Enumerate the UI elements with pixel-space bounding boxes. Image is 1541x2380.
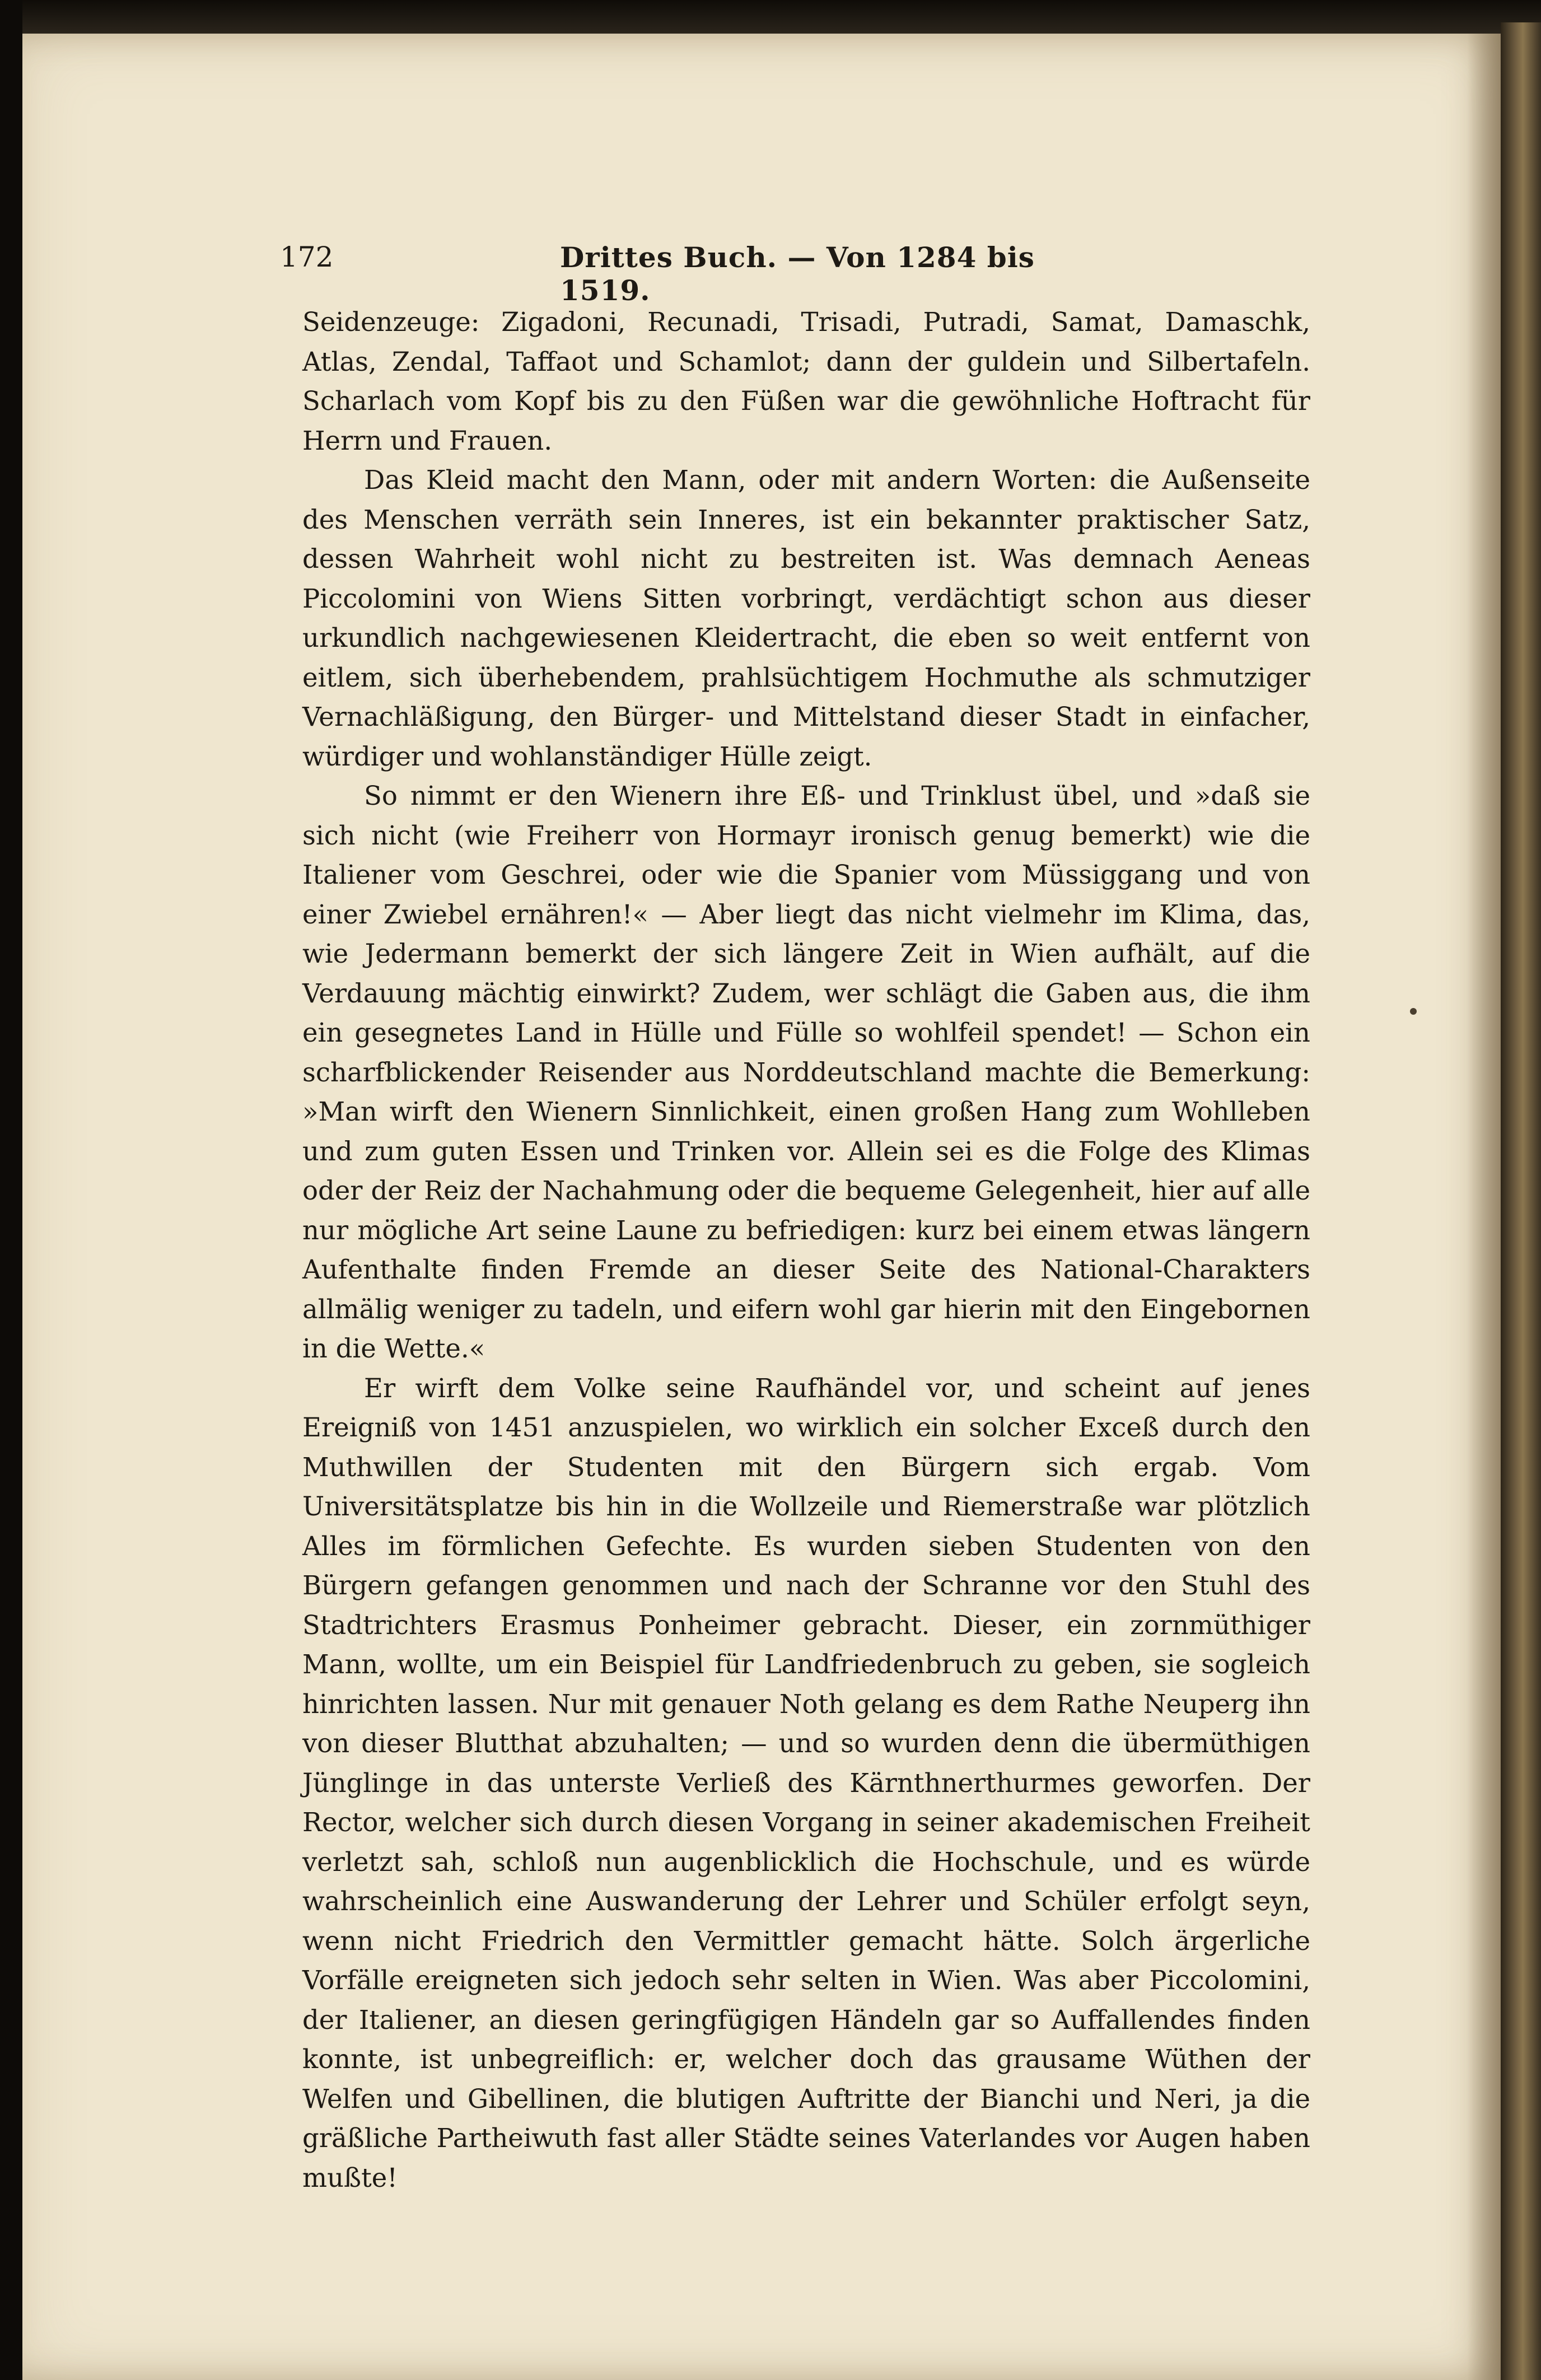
paragraph: Das Kleid macht den Mann, oder mit andern Worten: die Außenseite des Menschen verräth sein Inneres, ist ein bekannter praktischer Satz, dessen Wahrheit wohl nicht zu bestreiten ist. Was demnach Aeneas Piccolomini von Wiens Sitten vorbringt, verdächtigt schon aus dieser urkundlich nachgewiesenen Kleidertracht, die eben so weit entfernt von eitlem, sich überhebendem, prahlsüchtigem Hochmuthe als schmutziger Vernachläßigung, den Bürger- und Mittelstand dieser Stadt in einfacher, würdiger und wohlanständiger Hülle zeigt. [302, 465, 1310, 772]
ink-speck [1410, 1008, 1417, 1015]
gutter-shadow [1467, 34, 1501, 2380]
page-header [280, 224, 1064, 307]
running-head: Drittes Buch. — Von 1284 bis 1519. [560, 241, 1035, 307]
page-number: 172 [280, 241, 334, 273]
scan-border-top [0, 0, 1541, 34]
body-text [302, 302, 1310, 2197]
book-spine [1501, 22, 1541, 2380]
paragraph: So nimmt er den Wienern ihre Eß- und Trinklust übel, und »daß sie sich nicht (wie Freiherr von Hormayr ironisch genug bemerkt) wie die Italiener vom Geschrei, oder wie die Spanier vom Müssiggang und von einer Zwiebel ernähren!« — Aber liegt das nicht vielmehr im Klima, das, wie Jedermann bemerkt der sich längere Zeit in Wien aufhält, auf die Verdauung mächtig einwirkt? Zudem, wer schlägt die Gaben aus, die ihm ein gesegnetes Land in Hülle und Fülle so wohlfeil spendet! — Schon ein scharfblickender Reisender aus Norddeutschland machte die Bemerkung: »Man wirft den Wienern Sinnlichkeit, einen großen Hang zum Wohlleben und zum guten Essen und Trinken vor. Allein sei es die Folge des Klimas oder der Reiz der Nachahmung oder die bequeme Gelegenheit, hier auf alle nur mögliche Art seine Laune zu befriedigen: kurz bei einem etwas längern Aufenthalte finden Fremde an dieser Seite des National-Charakters allmälig weniger zu tadeln, und eifern wohl gar hierin mit den Eingebornen in die Wette.« [302, 781, 1310, 1364]
paragraph: Er wirft dem Volke seine Raufhändel vor, und scheint auf jenes Ereigniß von 1451 anzuspielen, wo wirklich ein solcher Exceß durch den Muthwillen der Studenten mit den Bürgern sich ergab. Vom Universitätsplatze bis hin in die Wollzeile und Riemerstraße war plötzlich Alles im förmlichen Gefechte. Es wurden sieben Studenten von den Bürgern gefangen genommen und nach der Schranne vor den Stuhl des Stadtrichters Erasmus Ponheimer gebracht. Dieser, ein zornmüthiger Mann, wollte, um ein Beispiel für Landfriedenbruch zu geben, sie sogleich hinrichten lassen. Nur mit genauer Noth gelang es dem Rathe Neuperg ihn von dieser Blutthat abzuhalten; — und so wurden denn die übermüthigen Jünglinge in das unterste Verließ des Kärnthnerthurmes geworfen. Der Rector, welcher sich durch diesen Vorgang in seiner akademischen Freiheit verletzt sah, schloß nun augenblicklich die Hochschule, und es würde wahrscheinlich eine Auswanderung der Lehrer und Schüler erfolgt seyn, wenn nicht Friedrich den Vermittler gemacht hätte. Solch ärgerliche Vorfälle ereigneten sich jedoch sehr selten in Wien. Was aber Piccolomini, der Italiener, an diesen geringfügigen Händeln gar so Auffallendes finden konnte, ist unbegreiflich: er, welcher doch das grausame Wüthen der Welfen und Gibellinen, die blutigen Auftritte der Bianchi und Neri, ja die gräßliche Partheiwuth fast aller Städte seines Vaterlandes vor Augen haben mußte! [302, 1373, 1310, 2193]
scan-border-left [0, 0, 22, 2380]
paragraph: Seidenzeuge: Zigadoni, Recunadi, Trisadi, Putradi, Samat, Damaschk, Atlas, Zendal, Taffaot und Schamlot; dann der guldein und Silbertafeln. Scharlach vom Kopf bis zu den Füßen war die gewöhnliche Hoftracht für Herrn und Frauen. [302, 307, 1310, 456]
